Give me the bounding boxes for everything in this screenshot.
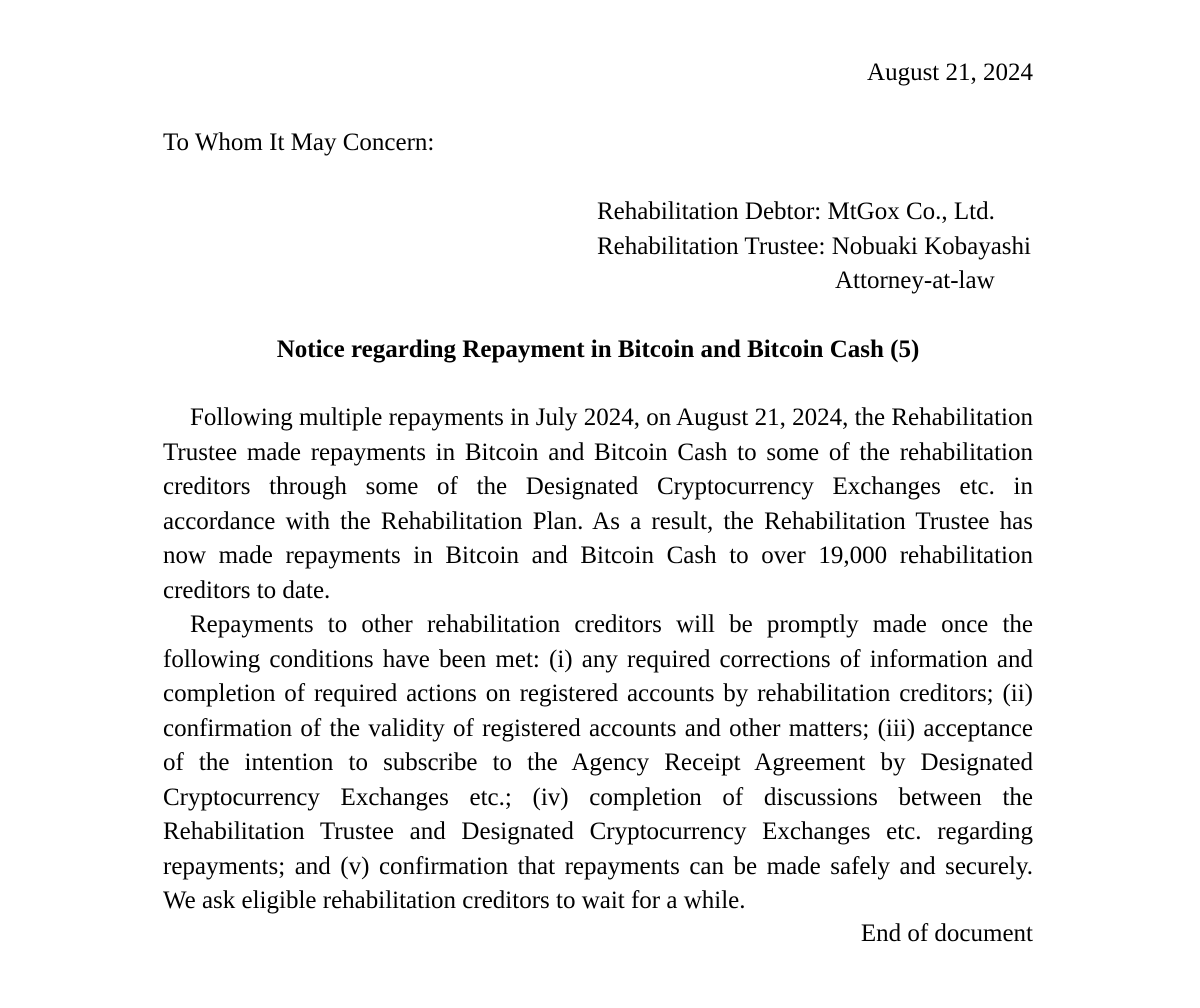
signature-block — [597, 195, 1033, 299]
rehabilitation-debtor-line: Rehabilitation Debtor: MtGox Co., Ltd. — [597, 198, 995, 225]
salutation: To Whom It May Concern: — [163, 129, 435, 156]
attorney-title-line: Attorney-at-law — [835, 267, 995, 294]
document-date: August 21, 2024 — [867, 59, 1033, 86]
document-body — [163, 401, 1033, 919]
rehabilitation-trustee-line: Rehabilitation Trustee: Nobuaki Kobayashi — [597, 232, 1031, 260]
body-paragraph-1: Following multiple repayments in July 2024, on August 21, 2024, the Rehabilitation Trustee made repayments in Bitcoin and Bitcoin Cash to some of the rehabilitation creditors through some of the Designated Cryptocurrency Exchanges etc. in accordance with the Rehabilitation Plan. As a result, the Rehabilitation Trustee has now made repayments in Bitcoin and Bitcoin Cash to over 19,000 rehabilitation creditors to date. — [163, 404, 1034, 604]
document-heading: Notice regarding Repayment in Bitcoin and Bitcoin Cash (5) — [276, 336, 920, 363]
end-of-document: End of document — [860, 920, 1033, 947]
body-paragraph-2: Repayments to other rehabilitation creditors will be promptly made once the following conditions have been met: (i) any required corrections of information and completion of required actions on registered accounts by rehabilitation creditors; (ii) confirmation of the validity of registered accounts and other matters; (iii) acceptance of the intention to subscribe to the Agency Receipt Agreement by Designated Cryptocurrency Exchanges etc.; (iv) completion of discussions between the Rehabilitation Trustee and Designated Cryptocurrency Exchanges etc. regarding repayments; and (v) confirmation that repayments can be made safely and securely. We ask eligible rehabilitation creditors to wait for a while. — [163, 611, 1033, 914]
